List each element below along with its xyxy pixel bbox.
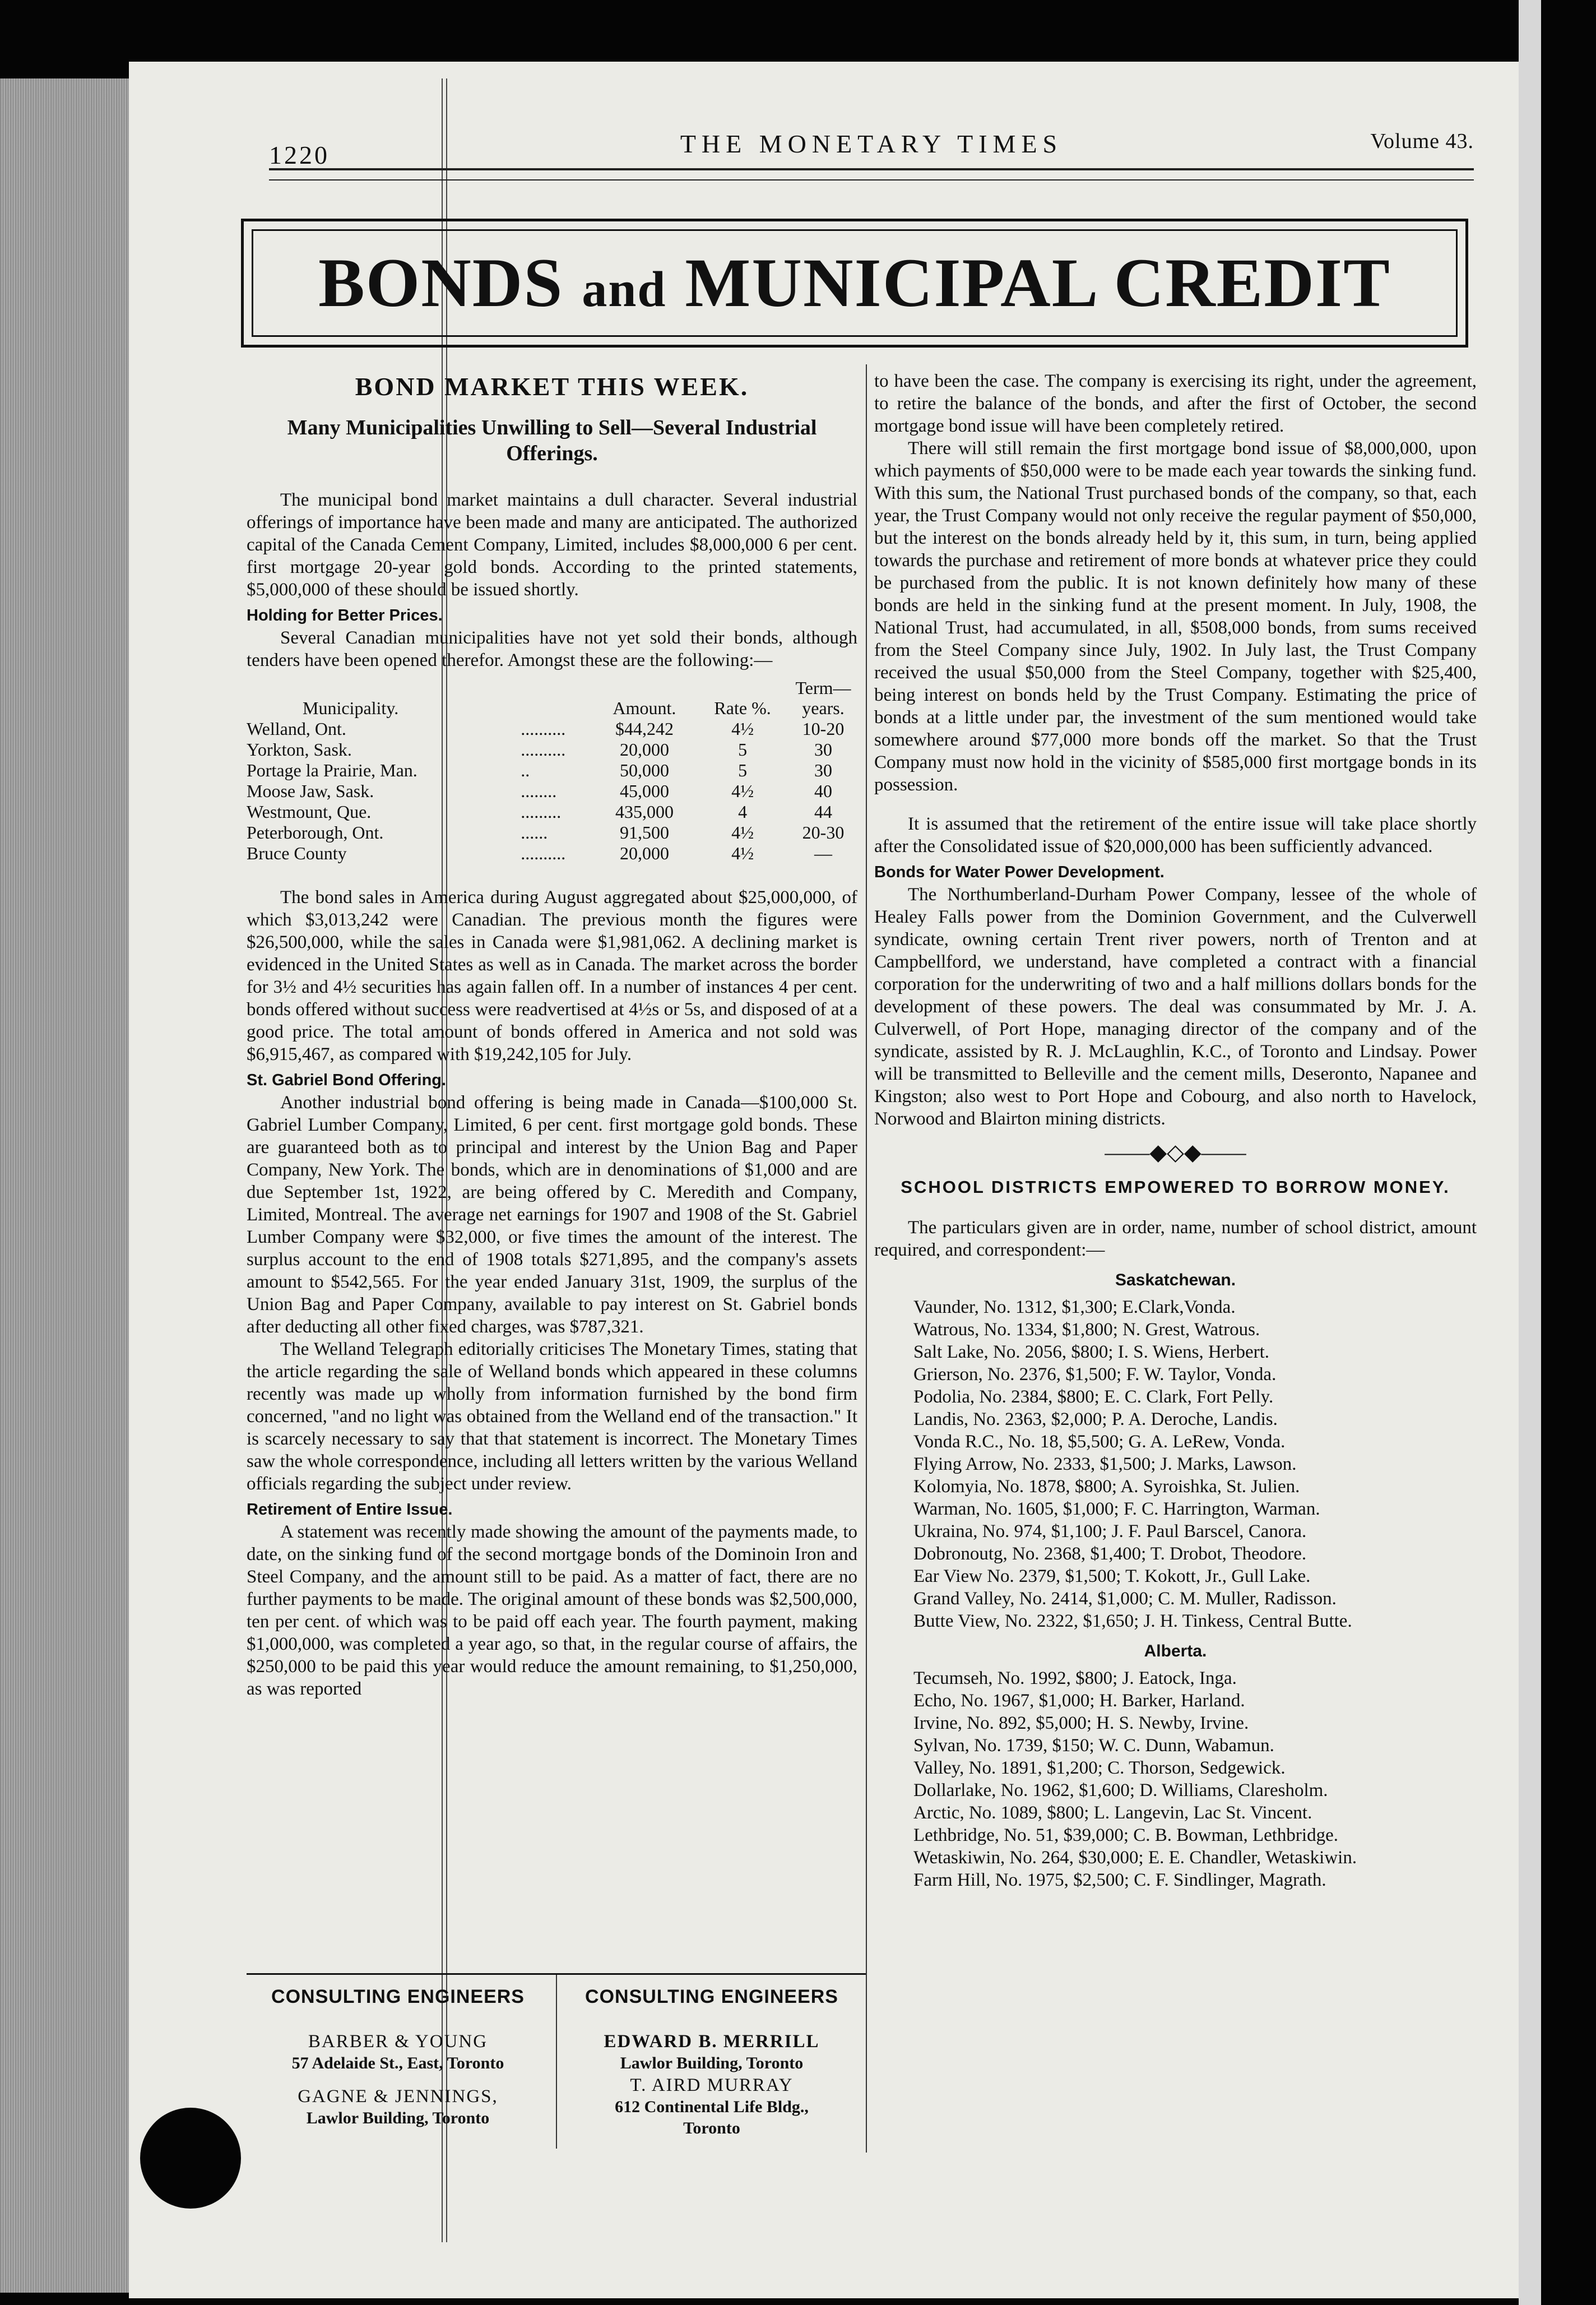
province-heading: Saskatchewan. [1115, 1271, 1236, 1289]
ad-address: Lawlor Building, Toronto [620, 2054, 804, 2072]
cell-term: 10-20 [802, 719, 845, 739]
list-item: Sylvan, No. 1739, $150; W. C. Dunn, Wabamun. [913, 1735, 1274, 1756]
table-row [247, 822, 857, 843]
page-number: 1220 [269, 141, 330, 169]
cell-amount: 50,000 [619, 760, 669, 780]
list-item: Landis, No. 2363, $2,000; P. A. Deroche, Landis. [913, 1409, 1278, 1429]
cell-dots: .......... [521, 739, 566, 760]
province-heading: Alberta. [1144, 1642, 1207, 1660]
list-item: Lethbridge, No. 51, $39,000; C. B. Bowman, Lethbridge. [913, 1825, 1338, 1845]
list-item: Vonda R.C., No. 18, $5,500; G. A. LeRew, Vonda. [913, 1432, 1286, 1452]
col-header-dots [521, 677, 592, 719]
cell-term: 30 [814, 739, 832, 760]
cell-term: 40 [814, 781, 832, 801]
cell-rate: 4½ [731, 719, 754, 739]
cell-municipality: Peterborough, Ont. [247, 822, 384, 843]
paragraph: It is assumed that the retirement of the entire issue will take place shortly after the Consolidated issue of $20,000,000 has been sufficiently advanced. [874, 814, 1477, 857]
col-header-term: Term— years. [795, 678, 851, 718]
cell-dots: .......... [521, 843, 566, 863]
ad-address: 57 Adelaide St., East, Toronto [291, 2054, 504, 2072]
ornament-divider: ——◆◇◆—— [1105, 1140, 1246, 1165]
right-page-edge [1519, 0, 1541, 2305]
cell-dots: ........ [521, 781, 557, 801]
cell-dots: ...... [521, 822, 548, 843]
ad-firm: EDWARD B. MERRILL [604, 2031, 820, 2052]
table-row [247, 843, 857, 864]
cell-rate: 5 [738, 739, 748, 760]
list-item: Farm Hill, No. 1975, $2,500; C. F. Sindlinger, Magrath. [913, 1870, 1326, 1890]
table-row [247, 719, 857, 739]
header-rule [269, 168, 1474, 170]
list-item: Watrous, No. 1334, $1,800; N. Grest, Watrous. [913, 1320, 1260, 1340]
list-item: Tecumseh, No. 1992, $800; J. Eatock, Inga. [913, 1668, 1237, 1688]
cell-municipality: Welland, Ont. [247, 719, 346, 739]
ad-address: Toronto [683, 2119, 740, 2137]
section-heading: Retirement of Entire Issue. [247, 1501, 453, 1519]
list-item: Valley, No. 1891, $1,200; C. Thorson, Sedgewick. [913, 1758, 1286, 1778]
paragraph: A statement was recently made showing the amount of the payments made, to date, on the sinking fund of the second mortgage bonds of the Dominoin Iron and Steel Company, and the amount still to be paid. As a matter of fact, there are no further payments to be made. The original amount of these bonds was $2,500,000, ten per cent. of which was to be paid off each year. The fourth payment, making $1,000,000, was completed a year ago, so that, in the regular course of affairs, the $250,000 to be paid this year would reduce the amount remaining, to $1,250,000, as was reported [247, 1522, 857, 1699]
col-header-amount: Amount. [613, 698, 676, 718]
section-title-and: and [582, 262, 667, 317]
list-item: Echo, No. 1967, $1,000; H. Barker, Harland. [913, 1691, 1245, 1711]
ad-consulting-engineers-right [560, 1975, 863, 2139]
table-row [247, 760, 857, 781]
section-title-part1: BONDS [318, 244, 564, 321]
ad-consulting-engineers-left [247, 1975, 549, 2129]
ad-heading: CONSULTING ENGINEERS [271, 1986, 525, 2007]
cell-amount: $44,242 [615, 719, 674, 739]
left-column [247, 370, 857, 1700]
cell-term: 44 [814, 802, 832, 822]
cell-rate: 4½ [731, 822, 754, 843]
cell-amount: 91,500 [619, 822, 669, 843]
header-rule-thin [269, 179, 1474, 180]
ad-firm: GAGNE & JENNINGS, [298, 2086, 498, 2107]
publication-title: THE MONETARY TIMES [680, 129, 1063, 158]
section-banner-inner [252, 229, 1458, 337]
cell-municipality: Bruce County [247, 843, 347, 863]
list-item: Kolomyia, No. 1878, $800; A. Syroishka, St. Julien. [913, 1477, 1300, 1497]
cell-amount: 435,000 [615, 802, 674, 822]
cell-municipality: Westmount, Que. [247, 802, 372, 822]
col-header-rate: Rate %. [714, 698, 771, 718]
list-item: Irvine, No. 892, $5,000; H. S. Newby, Irvine. [913, 1713, 1249, 1733]
list-item: Warman, No. 1605, $1,000; F. C. Harrington, Warman. [913, 1499, 1320, 1519]
paragraph: Another industrial bond offering is being made in Canada—$100,000 St. Gabriel Lumber Company, Limited, 6 per cent. first mortgage gold bonds. These are guaranteed both as to principal and interest by the Union Bag and Paper Company, New York. The bonds, which are in denominations of $1,000 and are due September 1st, 1922, are being offered by C. Meredith and Company, Limited, Montreal. The average net earnings for 1907 and 1908 of the St. Gabriel Lumber Company were $32,000, or five times the amount of the interest. The surplus account to the end of 1908 totals $271,895, and the company's assets amount to $542,565. For the year ended January 31st, 1909, the surplus of the Union Bag and Paper Company, available to pay interest on St. Gabriel bonds after deducting all other fixed charges, was $787,321. [247, 1093, 857, 1337]
spacer [874, 796, 1477, 813]
list-item: Arctic, No. 1089, $800; L. Langevin, Lac St. Vincent. [913, 1803, 1312, 1823]
article-heading: BOND MARKET THIS WEEK. [355, 372, 749, 401]
table-row [247, 802, 857, 822]
ad-firm: BARBER & YOUNG [308, 2031, 488, 2052]
cell-rate: 5 [738, 760, 748, 780]
ad-firm: T. AIRD MURRAY [630, 2075, 794, 2095]
cell-rate: 4½ [731, 781, 754, 801]
list-item: Dollarlake, No. 1962, $1,600; D. Williams, Claresholm. [913, 1780, 1328, 1801]
list-item: Salt Lake, No. 2056, $800; I. S. Wiens, Herbert. [913, 1342, 1270, 1362]
right-column [874, 370, 1477, 1891]
paragraph: to have been the case. The company is exercising its right, under the agreement, to retire the balance of the bonds, and after the first of October, the second mortgage bond issue will have been completely retired. [874, 371, 1477, 436]
list-item: Grierson, No. 2376, $1,500; F. W. Taylor, Vonda. [913, 1364, 1277, 1385]
cell-amount: 20,000 [619, 843, 669, 863]
list-item: Wetaskiwin, No. 264, $30,000; E. E. Chandler, Wetaskiwin. [913, 1848, 1357, 1868]
cell-rate: 4 [738, 802, 748, 822]
alberta-list [874, 1667, 1477, 1891]
cell-rate: 4½ [731, 843, 754, 863]
list-item: Flying Arrow, No. 2333, $1,500; J. Marks, Lawson. [913, 1454, 1297, 1474]
volume-label: Volume 43. [1370, 129, 1474, 153]
list-item: Podolia, No. 2384, $800; E. C. Clark, Fort Pelly. [913, 1387, 1274, 1407]
section-banner [241, 219, 1468, 348]
cell-term: — [814, 843, 832, 863]
paragraph: The Northumberland-Durham Power Company, lessee of the whole of Healey Falls power from the Dominion Government, and the Culverwell syndicate, owning certain Trent river powers, north of Trenton and at Campbellford, we understand, have completed a contract with a financial corporation for the underwriting of two and a half millions dollars bonds for the development of these powers. The deal was consummated by Mr. J. A. Culverwell, of Port Hope, managing director of the company and of the syndicate, assisted by R. J. McLaughlin, K.C., of Toronto and Lindsay. Power will be transmitted to Belleville and the cement mills, Deseronto, Napanee and Kingston; also west to Port Hope and Cobourg, and also north to Havelock, Norwood and Blairton mining districts. [874, 885, 1477, 1129]
ad-separator [556, 1975, 557, 2149]
cell-municipality: Moose Jaw, Sask. [247, 781, 374, 801]
section-title-part2: MUNICIPAL CREDIT [685, 244, 1391, 321]
table-row [247, 739, 857, 760]
binding-hole [140, 2108, 241, 2209]
cell-amount: 20,000 [619, 739, 669, 760]
cell-municipality: Portage la Prairie, Man. [247, 760, 417, 780]
saskatchewan-list [874, 1296, 1477, 1632]
list-item: Butte View, No. 2322, $1,650; J. H. Tinkess, Central Butte. [913, 1611, 1352, 1631]
col-header-municipality: Municipality. [303, 698, 399, 718]
article-subheading: Many Municipalities Unwilling to Sell—Several Industrial Offerings. [287, 416, 817, 465]
paragraph: The municipal bond market maintains a dull character. Several industrial offerings of importance have been made and many are anticipated. The authorized capital of the Canada Cement Company, Limited, includes $8,000,000 6 per cent. first mortgage 20-year gold bonds. According to the printed statements, $5,000,000 of these should be issued shortly. [247, 490, 857, 600]
section-title [318, 243, 1391, 323]
ad-address: 612 Continental Life Bldg., [615, 2098, 809, 2116]
paragraph: There will still remain the first mortgage bond issue of $8,000,000, upon which payments of $50,000 were to be made each year towards the sinking fund. With this sum, the National Trust purchased bonds of the company, so that, each year, the Trust Company would not only receive the regular payment of $50,000, but the interest on the bonds already held by it, this sum, in turn, being applied towards the purchase and retirement of more bonds at whatever price they could be purchased from the public. It is not known definitely how many of these bonds are held in the sinking fund at the present moment. In July, 1908, the National Trust, had accumulated, in all, $508,000 bonds, from sums received from the Steel Company since July, 1902. In July last, the Trust Company received the usual $50,000 from the Steel Company, together with $25,400, being interest on bonds held by the Trust Company. Estimating the price of bonds at a little under par, the investment of the sum mentioned would take somewhere around $77,000 more bonds off the market. So that the Trust Company must now hold in the vicinity of $585,000 first mortgage bonds in its possession. [874, 438, 1477, 795]
municipality-table [247, 677, 857, 864]
section-heading: Holding for Better Prices. [247, 607, 443, 624]
cell-term: 20-30 [802, 822, 845, 843]
cell-municipality: Yorkton, Sask. [247, 739, 352, 760]
list-item: Vaunder, No. 1312, $1,300; E.Clark,Vonda. [913, 1297, 1236, 1317]
advertisements [247, 1973, 866, 2193]
paragraph: The bond sales in America during August aggregated about $25,000,000, of which $3,013,242 were Canadian. The previous month the figures were $26,500,000, while the sales in Canada were $1,981,062. A declining market is evidenced in the United States as well as in Canada. The market across the border for 3½ and 4½ securities has again fallen off. In a number of instances 4 per cent. bonds offered without success were readvertised at 4½s or 5s, and disposed of at a good price. The total amount of bonds offered in America and not sold was $6,915,467, as compared with $19,242,105 for July. [247, 887, 857, 1064]
paragraph: Several Canadian municipalities have not yet sold their bonds, although tenders have been opened therefor. Amongst these are the following:— [247, 628, 857, 670]
list-item: Grand Valley, No. 2414, $1,000; C. M. Muller, Radisson. [913, 1589, 1337, 1609]
ad-address: Lawlor Building, Toronto [306, 2109, 490, 2127]
cell-term: 30 [814, 760, 832, 780]
cell-dots: ......... [521, 802, 562, 822]
column-separator [866, 364, 867, 2153]
table-row [247, 781, 857, 802]
list-item: Dobronoutg, No. 2368, $1,400; T. Drobot, Theodore. [913, 1544, 1307, 1564]
ad-heading: CONSULTING ENGINEERS [585, 1986, 838, 2007]
section-heading: Bonds for Water Power Development. [874, 863, 1164, 881]
cell-amount: 45,000 [619, 781, 669, 801]
section-heading: St. Gabriel Bond Offering. [247, 1071, 447, 1089]
paragraph: The Welland Telegraph editorially criticises The Monetary Times, stating that the article regarding the sale of Welland bonds which appeared in these columns recently was made up wholly from information furnished by the bond firm concerned, "and no light was obtained from the Welland end of the transaction." It is scarcely necessary to say that that statement is incorrect. The Monetary Times saw the whole correspondence, including all letters written by the various Welland officials regarding the subject under review. [247, 1339, 857, 1494]
table-header-row [247, 677, 857, 719]
cell-dots: .. [521, 760, 530, 780]
cell-dots: .......... [521, 719, 566, 739]
list-item: Ukraina, No. 974, $1,100; J. F. Paul Barscel, Canora. [913, 1521, 1307, 1542]
list-item: Ear View No. 2379, $1,500; T. Kokott, Jr., Gull Lake. [913, 1566, 1311, 1586]
paragraph: The particulars given are in order, name, number of school district, amount required, and correspondent:— [874, 1218, 1477, 1260]
running-header [269, 129, 1474, 174]
school-districts-heading: SCHOOL DISTRICTS EMPOWERED TO BORROW MONEY. [901, 1177, 1450, 1197]
